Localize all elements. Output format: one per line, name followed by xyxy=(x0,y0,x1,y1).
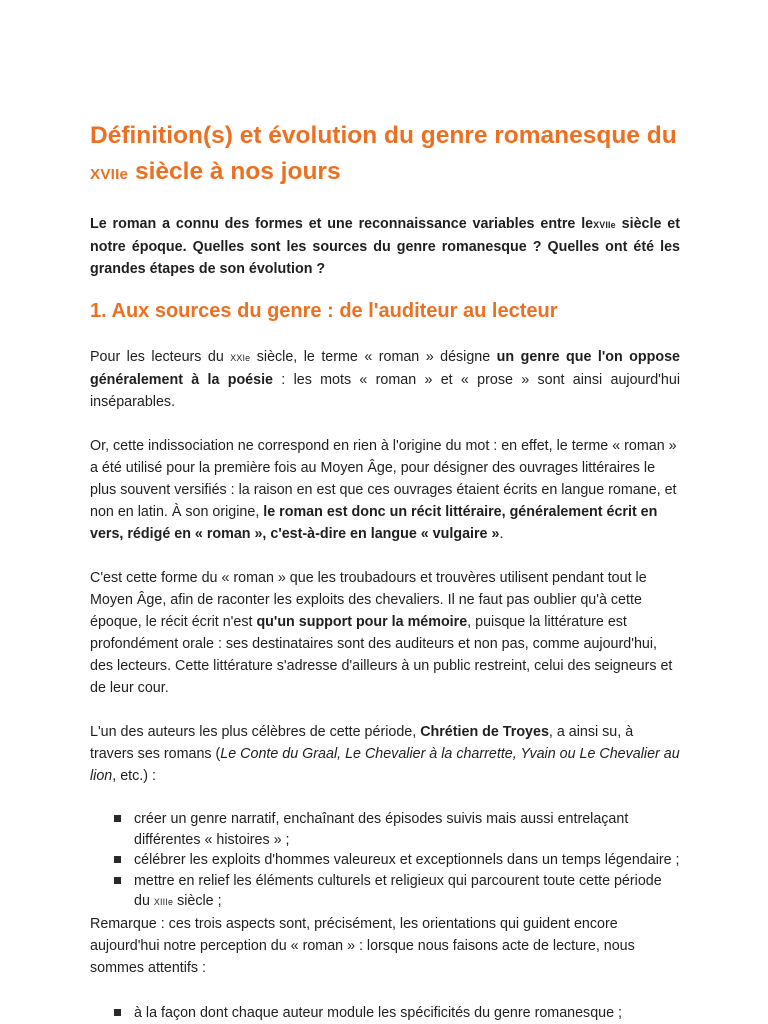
bullet-list-1 xyxy=(90,809,680,913)
square-bullet-icon xyxy=(114,1009,121,1016)
p2-text-2: . xyxy=(499,526,504,542)
title-century: XVIIe xyxy=(90,166,129,183)
list-item xyxy=(134,871,680,913)
remark-paragraph: Remarque : ces trois aspects sont, précisément, les orientations qui guident encore aujourd'hui notre perception du « roman » : lorsque nous faisons acte de lecture, nous sommes attentifs : xyxy=(90,915,635,976)
page-title xyxy=(90,118,680,193)
list-item-text: créer un genre narratif, enchaînant des épisodes suivis mais aussi entrelaçant différentes « histoires » ; xyxy=(134,811,629,848)
intro-paragraph xyxy=(90,213,680,280)
p2-text-1: Or, cette indissociation ne correspond en rien à l'origine du mot : en effet, le terme « roman » a été utilisé pour la première fois au Moyen Âge, pour désigner des ouvrages littéraires le plus souvent versifiés : la raison en est que ces ouvrages étaient écrits en langue romane, et non en latin. À son origine, xyxy=(90,438,677,520)
paragraph-2 xyxy=(90,435,680,545)
bullet-list-2 xyxy=(90,1003,680,1024)
square-bullet-icon xyxy=(114,856,121,863)
p1-text-1: Pour les lecteurs du xyxy=(90,349,231,365)
paragraph-3 xyxy=(90,567,680,699)
square-bullet-icon xyxy=(114,815,121,822)
p3-text-2: , puisque la littérature est profondément orale : ses destinataires sont des auditeurs et non pas, comme aujourd'hui, des lecteurs. Cette littérature s'adresse d'ailleurs à un public restreint, celui des seigneurs et de leur cour. xyxy=(90,614,673,696)
paragraph-4 xyxy=(90,721,680,787)
list-item-text-end: siècle ; xyxy=(173,893,222,909)
p4-text-2: , a ainsi su, à travers ses romans ( xyxy=(90,724,634,762)
intro-text-2: siècle et notre époque. Quelles sont les sources du genre romanesque ? Quelles ont été les grandes étapes de son évolution ? xyxy=(90,216,681,277)
p1-text-3: : les mots « roman » et « prose » sont ainsi aujourd'hui inséparables. xyxy=(90,372,680,410)
p3-text-1: C'est cette forme du « roman » que les troubadours et trouvères utilisent pendant tout le Moyen Âge, afin de raconter les exploits des chevaliers. Il ne faut pas oublier qu'à cette époque, le récit écrit n'est xyxy=(90,570,647,630)
p3-bold: qu'un support pour la mémoire xyxy=(256,614,468,630)
title-part-1: Définition(s) et évolution du genre romanesque du xyxy=(90,122,677,149)
title-part-2: siècle à nos jours xyxy=(128,158,341,185)
list-item-text: à la façon dont chaque auteur module les spécificités du genre romanesque ; xyxy=(134,1004,622,1021)
p4-bold: Chrétien de Troyes xyxy=(420,724,549,740)
section-heading: 1. Aux sources du genre : de l'auditeur au lecteur xyxy=(90,300,558,322)
intro-text-1: Le roman a connu des formes et une reconnaissance variables entre le xyxy=(90,216,594,232)
list-item-text: célébrer les exploits d'hommes valeureux et exceptionnels dans un temps légendaire ; xyxy=(134,852,680,868)
p4-text-3: , etc.) : xyxy=(112,768,156,784)
intro-century: XVIIe xyxy=(593,220,616,230)
document-body xyxy=(90,118,680,1023)
list-item-text: mettre en relief les éléments culturels et religieux qui parcourent toute cette période du xyxy=(134,872,662,909)
p4-text-1: L'un des auteurs les plus célèbres de cette période, xyxy=(90,724,421,740)
p1-text-2: siècle, le terme « roman » désigne xyxy=(250,349,497,365)
square-bullet-icon xyxy=(114,877,121,884)
list-item-century: XIIIe xyxy=(153,897,174,907)
list-item xyxy=(134,850,680,871)
p1-bold: un genre que l'on oppose généralement à la poésie xyxy=(90,349,680,388)
paragraph-1 xyxy=(90,346,680,413)
list-item xyxy=(134,1003,680,1024)
p2-bold: le roman est donc un récit littéraire, généralement écrit en vers, rédigé en « roman », c'est-à-dire en langue « vulgaire » xyxy=(90,504,658,542)
p1-century: XXIe xyxy=(230,353,251,363)
p4-italic: Le Conte du Graal, Le Chevalier à la charrette, Yvain ou Le Chevalier au lion xyxy=(90,746,680,784)
list-item xyxy=(134,809,680,850)
